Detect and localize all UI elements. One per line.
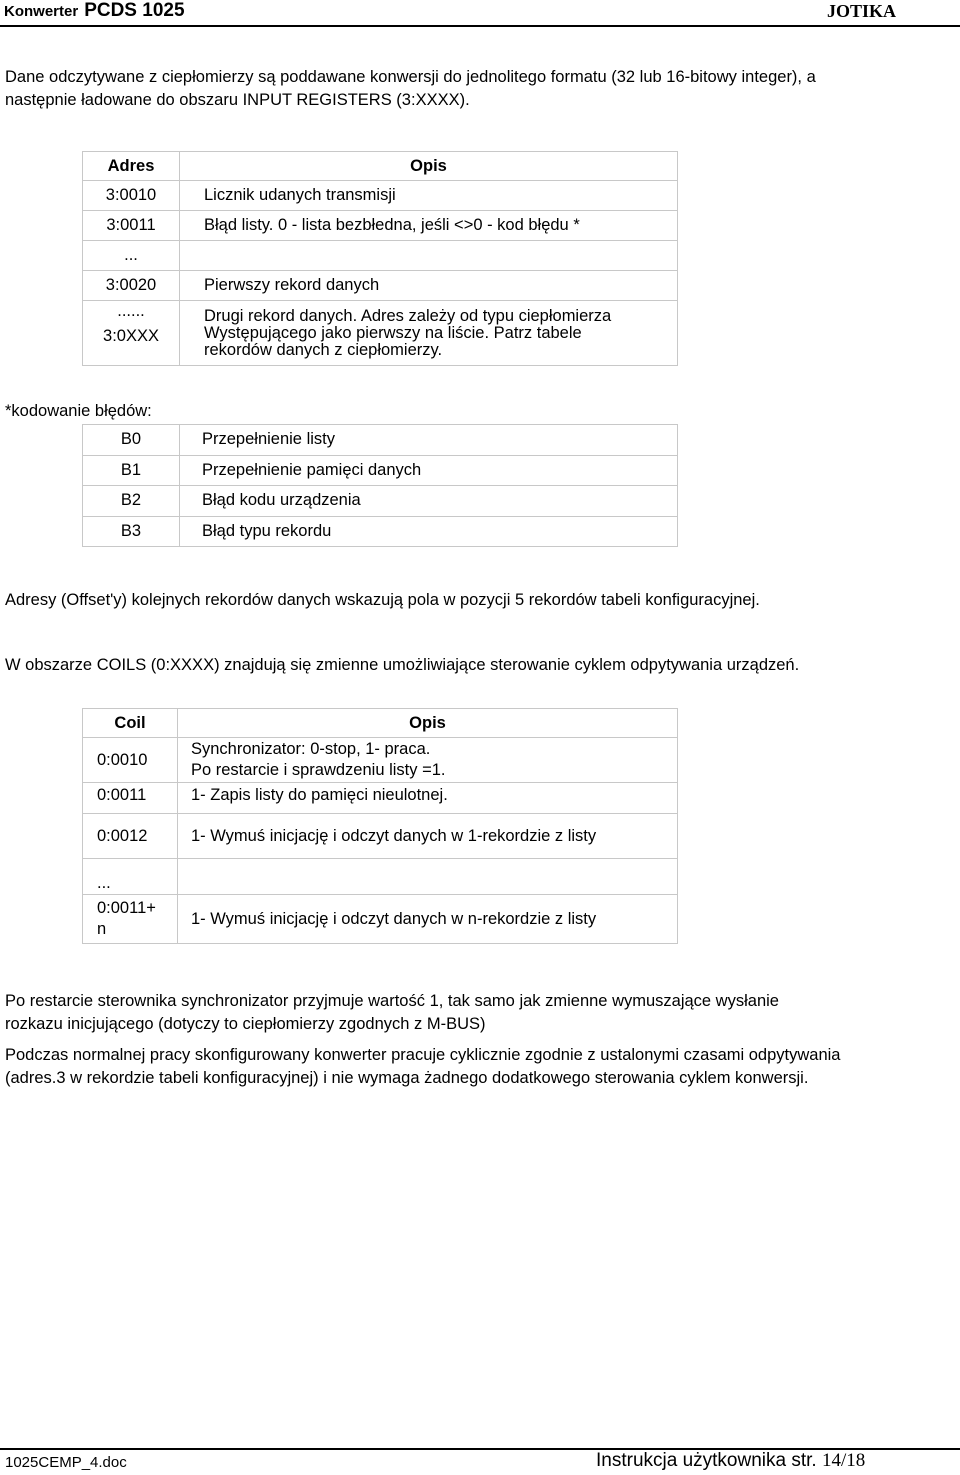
table-row [83,859,678,895]
register-address: 3:0010 [83,181,180,211]
error-description: Błąd typu rekordu [180,516,678,547]
error-codes-label: *kodowanie błędów: [5,402,152,420]
error-description: Błąd kodu urządzenia [180,486,678,517]
table-row [83,486,678,517]
coil-description: 1- Wymuś inicjację i odczyt danych w n-rekordzie z listy [178,895,678,944]
normal-operation-line-1: Podczas normalnej pracy skonfigurowany konwerter pracuje cyklicznie zgodnie z ustalonymi czasami odpytywania [5,1046,841,1064]
coil-address: ... [83,859,178,895]
error-code: B1 [83,455,180,486]
header-model: PCDS 1025 [84,0,185,21]
register-description: Licznik udanych transmisji [180,181,678,211]
footer-page-number: 14/18 [821,1450,866,1471]
header-doc-type: Konwerter [4,3,79,20]
coil-address: 0:0010 [83,738,178,783]
coil-address-line: n [97,920,107,938]
table-row [83,516,678,547]
coil-description [178,859,678,895]
table-row [83,425,678,456]
footer-manual-label: Instrukcja użytkownika str. [596,1450,817,1471]
error-code: B3 [83,516,180,547]
register-description [180,301,678,366]
coil-description: 1- Wymuś inicjację i odczyt danych w 1-rekordzie z listy [178,814,678,859]
error-code: B2 [83,486,180,517]
coil-description: 1- Zapis listy do pamięci nieulotnej. [178,783,678,814]
coil-table [82,708,678,944]
register-description-line: rekordów danych z ciepłomierzy. [204,341,443,359]
table-row [83,814,678,859]
coil-address [83,895,178,944]
intro-line-2: następnie ładowane do obszaru INPUT REGISTERS (3:XXXX). [5,91,470,109]
coil-description-line: Po restarcie i sprawdzeniu listy =1. [191,761,446,779]
register-description-line: Drugi rekord danych. Adres zależy od typu ciepłomierza [204,307,612,325]
restart-note-line-2: rozkazu inicjującego (dotyczy to ciepłomierzy zgodnych z M-BUS) [5,1015,486,1033]
table-header-row [83,152,678,181]
input-registers-table [82,151,678,366]
register-description-line: Występującego jako pierwszy na liście. Patrz tabele [204,324,582,342]
restart-note-line-1: Po restarcie sterownika synchronizator przyjmuje wartość 1, tak samo jak zmienne wymuszające wysłanie [5,992,779,1010]
register-description: Pierwszy rekord danych [180,271,678,301]
error-description: Przepełnienie pamięci danych [180,455,678,486]
error-code: B0 [83,425,180,456]
normal-operation-line-2: (adres.3 w rekordzie tabeli konfiguracyjnej) i nie wymaga żadnego dodatkowego sterowania cyklem konwersji. [5,1069,809,1087]
table-row [83,455,678,486]
table-header-row [83,709,678,738]
register-address: ... [83,241,180,271]
restart-note [5,990,957,1036]
column-header-coil: Coil [83,709,178,738]
intro-paragraph [5,66,957,112]
table-row [83,241,678,271]
intro-line-1: Dane odczytywane z ciepłomierzy są poddawane konwersji do jednolitego formatu (32 lub 16-bitowy integer), a [5,68,816,86]
footer-page-info [596,1450,865,1472]
table-row [83,271,678,301]
register-description [180,241,678,271]
offsets-note: Adresy (Offset'y) kolejnych rekordów danych wskazują pola w pozycji 5 rekordów tabeli konfiguracyjnej. [5,591,760,609]
table-row [83,738,678,783]
register-address: 3:0011 [83,211,180,241]
register-address: 3:0XXX [83,321,180,366]
table-row [83,783,678,814]
table-row [83,895,678,944]
register-description: Błąd listy. 0 - lista bezbłedna, jeśli <>0 - kod błędu * [180,211,678,241]
table-row [83,211,678,241]
coil-address: 0:0011 [83,783,178,814]
register-address: ...... [83,301,180,322]
table-row [83,181,678,211]
register-address: 3:0020 [83,271,180,301]
coil-description [178,738,678,783]
table-row [83,301,678,322]
page-header-title [4,0,185,22]
error-description: Przepełnienie listy [180,425,678,456]
footer-filename: 1025CEMP_4.doc [5,1454,127,1471]
column-header-description: Opis [180,152,678,181]
coil-description-line: Synchronizator: 0-stop, 1- praca. [191,740,431,758]
normal-operation-note [5,1044,957,1090]
error-codes-table [82,424,678,547]
coil-address: 0:0012 [83,814,178,859]
header-brand: JOTIKA [826,1,896,21]
coil-address-line: 0:0011+ [97,899,156,917]
column-header-description: Opis [178,709,678,738]
coils-note: W obszarze COILS (0:XXXX) znajdują się zmienne umożliwiające sterowanie cyklem odpytywania urządzeń. [5,656,800,674]
column-header-address: Adres [83,152,180,181]
header-divider [0,25,960,27]
